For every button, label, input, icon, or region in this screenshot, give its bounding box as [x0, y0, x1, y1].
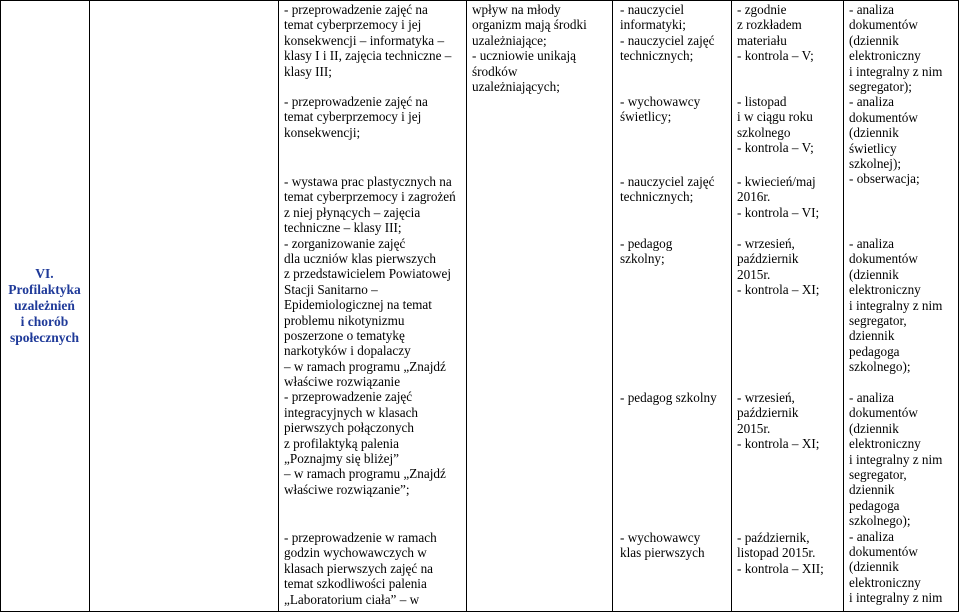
task-line: - przeprowadzenie zajęć — [284, 389, 413, 405]
task-line: z przedstawicielem Powiatowej — [284, 266, 451, 282]
deadline-line: 2015r. — [737, 266, 771, 282]
responsible-line: klas pierwszych — [620, 545, 705, 561]
deadline-line: październik — [737, 405, 799, 421]
deadline-line: - kontrola – V; — [737, 48, 814, 64]
evaluation-line: segregator, — [849, 466, 907, 482]
evaluation-line: świetlicy — [849, 140, 897, 156]
evaluation-line: (dziennik — [849, 32, 899, 48]
task-line: dla uczniów klas pierwszych — [284, 250, 436, 266]
column-divider — [843, 0, 844, 612]
responsible-block — [620, 530, 732, 561]
responsible-line: technicznych; — [620, 48, 694, 64]
evaluation-line: i integralny z nim — [849, 63, 943, 79]
evaluation-line: dokumentów — [849, 251, 918, 267]
deadline-line: 2016r. — [737, 189, 771, 205]
evaluation-block — [849, 2, 957, 187]
task-line: – w ramach programu „Znajdź — [284, 466, 446, 482]
task-line: problemu nikotynizmu — [284, 312, 405, 328]
deadline-block — [737, 390, 837, 452]
deadline-line: 2015r. — [737, 420, 771, 436]
task-line: - przeprowadzenie zajęć na — [284, 2, 428, 17]
column-divider — [89, 0, 90, 612]
task-line: godzin wychowawczych w — [284, 545, 427, 561]
responsible-block — [620, 2, 732, 64]
section-label-line: uzależnień — [14, 298, 75, 313]
table-border-top — [0, 0, 959, 1]
column-divider — [612, 0, 613, 612]
effects-block — [472, 2, 602, 94]
task-line: temat szkodliwości palenia — [284, 576, 427, 592]
evaluation-line: szkolnej); — [849, 155, 902, 171]
section-label-line: i chorób — [20, 314, 69, 329]
evaluation-line: dokumentów — [849, 543, 918, 559]
task-line: klasy I i II, zajęcia techniczne – — [284, 48, 452, 64]
evaluation-line: - analiza — [849, 528, 895, 544]
evaluation-line: pedagoga — [849, 343, 900, 359]
evaluation-line: dziennik — [849, 482, 895, 498]
responsible-block — [620, 236, 732, 267]
responsible-block — [620, 174, 732, 205]
evaluation-line: - obserwacja; — [849, 171, 920, 187]
effect-line: uzależniające; — [472, 32, 547, 48]
evaluation-line: elektroniczny — [849, 436, 921, 452]
evaluation-line: dziennik — [849, 328, 895, 344]
responsible-block — [620, 390, 732, 405]
evaluation-block — [849, 390, 957, 605]
responsible-line: - wychowawcy — [620, 530, 701, 545]
task-line: konsekwencji; — [284, 124, 361, 140]
deadline-line: październik — [737, 251, 799, 267]
responsible-line: - nauczyciel — [620, 2, 685, 17]
task-line: temat cyberprzemocy i zagrożeń — [284, 189, 456, 205]
column-divider — [731, 0, 732, 612]
evaluation-line: pedagoga — [849, 497, 900, 513]
section-label-line: VI. Profilaktyka — [8, 266, 81, 297]
task-line: - zorganizowanie zajęć — [284, 235, 406, 251]
deadline-block — [737, 236, 837, 298]
deadline-block — [737, 174, 837, 220]
responsible-line: technicznych; — [620, 189, 694, 205]
task-block-cyberprzemoc-1 — [284, 2, 460, 79]
responsible-line: informatyki; — [620, 17, 686, 33]
task-block-cyberprzemoc-2 — [284, 94, 460, 140]
evaluation-line: (dziennik — [849, 559, 899, 575]
task-line: z niej płynących – zajęcia — [284, 204, 421, 220]
evaluation-line: elektroniczny — [849, 282, 921, 298]
responsible-line: - wychowawcy — [620, 94, 701, 109]
evaluation-line: (dziennik — [849, 125, 899, 141]
deadline-block — [737, 2, 837, 64]
task-line: – w ramach programu „Znajdź — [284, 358, 446, 374]
task-line: „Laboratorium ciała” – w — [284, 591, 420, 607]
deadline-line: z rozkładem — [737, 17, 802, 33]
effect-line: środków — [472, 63, 518, 79]
responsible-line: - pedagog — [620, 236, 673, 251]
evaluation-line: segregator, — [849, 312, 907, 328]
task-line: - wystawa prac plastycznych na — [284, 174, 452, 189]
deadline-line: - październik, — [737, 530, 810, 545]
evaluation-line: i integralny z nim — [849, 590, 943, 606]
responsible-line: szkolny; — [620, 251, 665, 267]
task-line: narkotyków i dopalaczy — [284, 343, 411, 359]
section-label-line: społecznych — [10, 330, 79, 345]
responsible-line: - nauczyciel zajęć — [620, 32, 715, 48]
deadline-line: - wrzesień, — [737, 236, 795, 251]
section-cell — [0, 0, 89, 612]
task-line: konsekwencji – informatyka – — [284, 32, 445, 48]
responsible-block — [620, 94, 732, 125]
task-line: poszerzone o tematykę — [284, 327, 405, 343]
deadline-line: - kontrola – VI; — [737, 204, 820, 220]
task-line: - przeprowadzenie zajęć na — [284, 94, 428, 109]
task-block-laboratorium-ciala — [284, 530, 460, 607]
evaluation-line: segregator); — [849, 78, 912, 94]
task-line: klasach pierwszych zajęć na — [284, 560, 434, 576]
responsible-line: - nauczyciel zajęć — [620, 174, 715, 189]
task-line: z profilaktyką palenia — [284, 435, 399, 451]
responsible-line: świetlicy; — [620, 109, 672, 125]
effect-line: - uczniowie unikają — [472, 48, 576, 64]
column-divider — [278, 0, 279, 612]
evaluation-line: szkolnego); — [849, 513, 911, 529]
deadline-line: - wrzesień, — [737, 390, 795, 405]
evaluation-line: i integralny z nim — [849, 297, 943, 313]
task-block-wystawa-zajecia — [284, 174, 460, 497]
deadline-line: - kwiecień/maj — [737, 174, 816, 189]
task-line: pierwszych połączonych — [284, 420, 414, 436]
evaluation-line: i integralny z nim — [849, 451, 943, 467]
deadline-line: - kontrola – XI; — [737, 282, 820, 298]
deadline-line: - listopad — [737, 94, 787, 109]
deadline-block — [737, 530, 837, 576]
deadline-block — [737, 94, 837, 156]
column-divider — [466, 0, 467, 612]
task-line: Epidemiologicznej na temat — [284, 297, 432, 313]
deadline-line: - kontrola – XII; — [737, 560, 824, 576]
effect-line: organizm mają środki — [472, 17, 587, 33]
evaluation-line: dokumentów — [849, 109, 918, 125]
task-line: integracyjnych w klasach — [284, 404, 419, 420]
deadline-line: - kontrola – V; — [737, 140, 814, 156]
deadline-line: - zgodnie — [737, 2, 787, 17]
evaluation-line: szkolnego); — [849, 359, 911, 375]
evaluation-line: (dziennik — [849, 266, 899, 282]
task-line: właściwe rozwiązanie — [284, 374, 401, 390]
evaluation-line: elektroniczny — [849, 574, 921, 590]
section-label — [0, 266, 89, 346]
task-line: temat cyberprzemocy i jej — [284, 17, 422, 33]
task-line: techniczne – klasy III; — [284, 220, 402, 236]
evaluation-line: - analiza — [849, 2, 895, 17]
deadline-line: listopad 2015r. — [737, 545, 816, 561]
task-line: - przeprowadzenie w ramach — [284, 530, 437, 545]
deadline-line: - kontrola – XI; — [737, 436, 820, 452]
evaluation-line: elektroniczny — [849, 48, 921, 64]
evaluation-line: - analiza — [849, 390, 895, 405]
responsible-line: - pedagog szkolny — [620, 390, 717, 405]
deadline-line: materiału — [737, 32, 787, 48]
evaluation-line: - analiza — [849, 236, 895, 251]
effect-line: uzależniających; — [472, 78, 560, 94]
task-line: temat cyberprzemocy i jej — [284, 109, 422, 125]
task-line: Stacji Sanitarno – — [284, 281, 378, 297]
evaluation-line: - analiza — [849, 94, 895, 110]
deadline-line: szkolnego — [737, 124, 791, 140]
task-line: właściwe rozwiązanie”; — [284, 481, 410, 497]
evaluation-block — [849, 236, 957, 375]
task-line: klasy III; — [284, 63, 332, 79]
evaluation-line: dokumentów — [849, 17, 918, 33]
task-line: „Poznajmy się bliżej” — [284, 451, 399, 467]
evaluation-line: dokumentów — [849, 405, 918, 421]
effect-line: wpływ na młody — [472, 2, 561, 17]
evaluation-line: (dziennik — [849, 420, 899, 436]
deadline-line: i w ciągu roku — [737, 109, 813, 125]
